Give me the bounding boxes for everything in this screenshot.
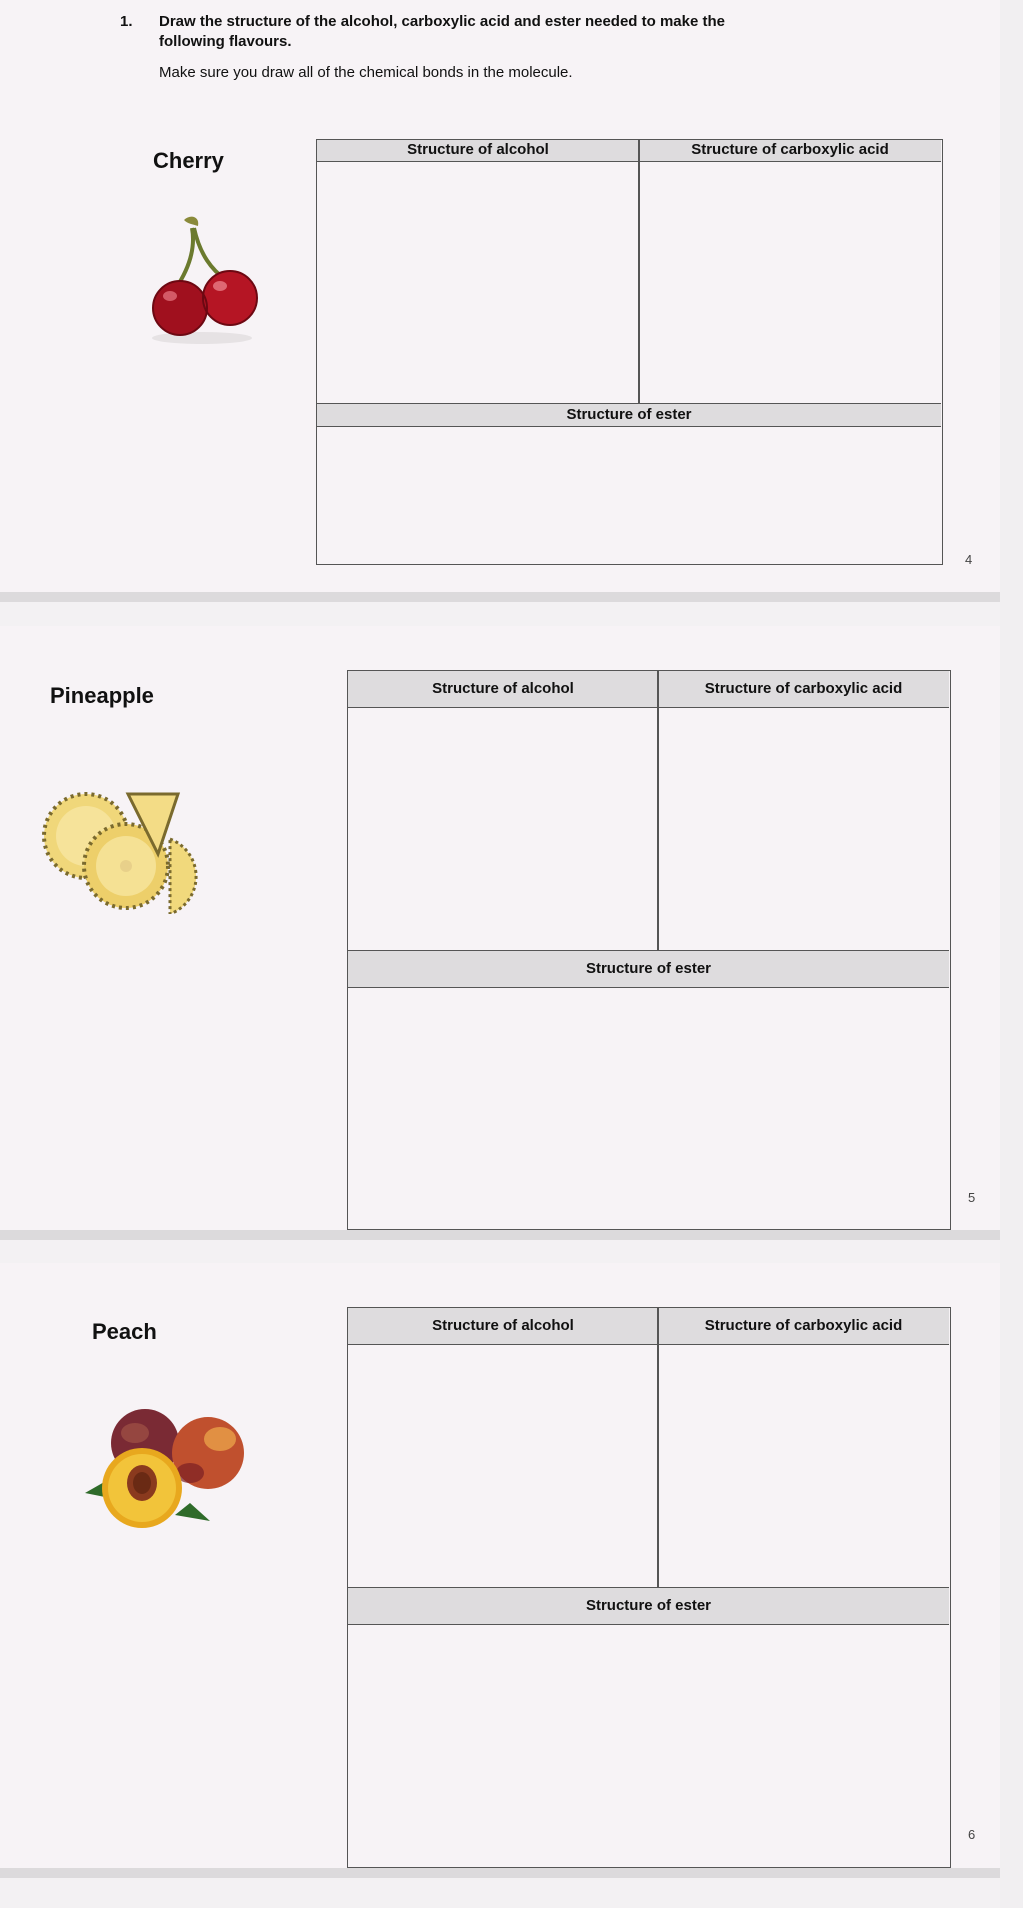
fruit-name-cherry: Cherry [153, 148, 224, 173]
alcohol-answer-box[interactable] [348, 708, 657, 951]
question-text-line-2: following flavours. [159, 33, 292, 50]
ester-header: Structure of ester [348, 951, 949, 988]
page-separator [0, 1230, 1000, 1240]
carboxylic-acid-header: Structure of carboxylic acid [658, 671, 949, 708]
ester-header: Structure of ester [317, 404, 941, 427]
question-text-line-1: Draw the structure of the alcohol, carboxylic acid and ester needed to make the [159, 13, 725, 30]
pineapple-icon [38, 784, 218, 914]
carboxylic-acid-header: Structure of carboxylic acid [658, 1308, 949, 1345]
ester-answer-box[interactable] [348, 1625, 949, 1866]
alcohol-header: Structure of alcohol [348, 1308, 658, 1345]
page-2 [0, 626, 1000, 1230]
peach-structure-grid [347, 1307, 951, 1868]
page-1 [0, 0, 1000, 592]
page-separator [0, 592, 1000, 602]
alcohol-answer-box[interactable] [348, 1345, 657, 1588]
cherry-structure-grid [316, 139, 943, 565]
ester-answer-box[interactable] [317, 427, 941, 563]
ester-answer-box[interactable] [348, 988, 949, 1228]
question-instruction: Make sure you draw all of the chemical bonds in the molecule. [159, 64, 573, 81]
page-3 [0, 1263, 1000, 1868]
carboxylic-acid-answer-box[interactable] [659, 708, 949, 951]
pineapple-structure-grid [347, 670, 951, 1230]
cherry-icon [140, 210, 270, 350]
alcohol-answer-box[interactable] [317, 162, 638, 404]
marks-value: 6 [968, 1827, 976, 1842]
alcohol-header: Structure of alcohol [317, 140, 639, 162]
marks-value: 5 [968, 1190, 976, 1205]
peach-icon [80, 1403, 250, 1533]
carboxylic-acid-answer-box[interactable] [640, 162, 941, 404]
carboxylic-acid-header: Structure of carboxylic acid [639, 140, 941, 162]
fruit-name-peach: Peach [92, 1319, 157, 1344]
carboxylic-acid-answer-box[interactable] [659, 1345, 949, 1588]
question-text [159, 12, 859, 52]
ester-header: Structure of ester [348, 1588, 949, 1625]
fruit-name-pineapple: Pineapple [50, 683, 154, 708]
right-margin-strip [1000, 0, 1023, 1908]
question-number: 1. [120, 13, 133, 30]
marks-value: 4 [965, 552, 973, 567]
page-separator [0, 1868, 1000, 1878]
alcohol-header: Structure of alcohol [348, 671, 658, 708]
